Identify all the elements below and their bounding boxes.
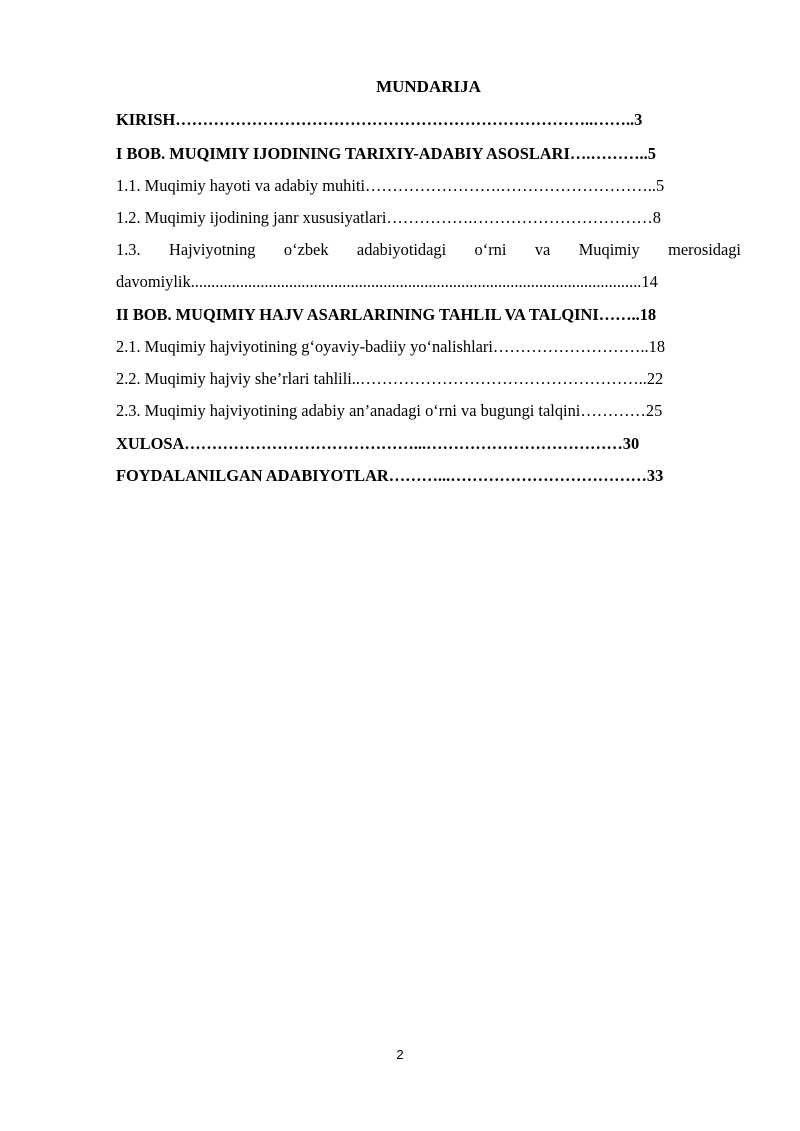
toc-title: MUNDARIJA — [376, 77, 481, 96]
toc-entry-2-1: 2.1. Muqimiy hajviyotining g‘oyaviy-badiiy yo‘nalishlari………………………..18 — [116, 337, 666, 356]
page-number: 2 — [396, 1047, 404, 1062]
toc-entry-2-3: 2.3. Muqimiy hajviyotining adabiy an’anadagi o‘rni va bugungi talqini…………25 — [116, 401, 663, 420]
toc-entry-xulosa: XULOSA……………………………………...………………………………30 — [116, 434, 640, 453]
toc-entry-adabiyotlar: FOYDALANILGAN ADABIYOTLAR………...………………………………33 — [116, 466, 664, 485]
toc-entry-1-3-continued: davomiylik..............................................................................................................14 — [116, 272, 658, 291]
toc-entry-chapter-2: II BOB. MUQIMIY HAJV ASARLARINING TAHLIL VA TALQINI……..18 — [116, 305, 657, 324]
toc-entry-1-2: 1.2. Muqimiy ijodining janr xususiyatlari…………….……………………………8 — [116, 208, 661, 227]
toc-entry-kirish: KIRISH…………………………………………………………………..……..3 — [116, 110, 643, 129]
toc-entry-chapter-1: I BOB. MUQIMIY IJODINING TARIXIY-ADABIY ASOSLARI….………..5 — [116, 144, 656, 163]
toc-entry-1-3: 1.3. Hajviyotning o‘zbek adabiyotidagi o‘rni va Muqimiy merosidagi — [116, 240, 741, 259]
toc-entry-1-1: 1.1. Muqimiy hayoti va adabiy muhiti…………………….………………………..5 — [116, 176, 665, 195]
toc-entry-2-2: 2.2. Muqimiy hajviy she’rlari tahlili..……………………………………………..22 — [116, 369, 664, 388]
